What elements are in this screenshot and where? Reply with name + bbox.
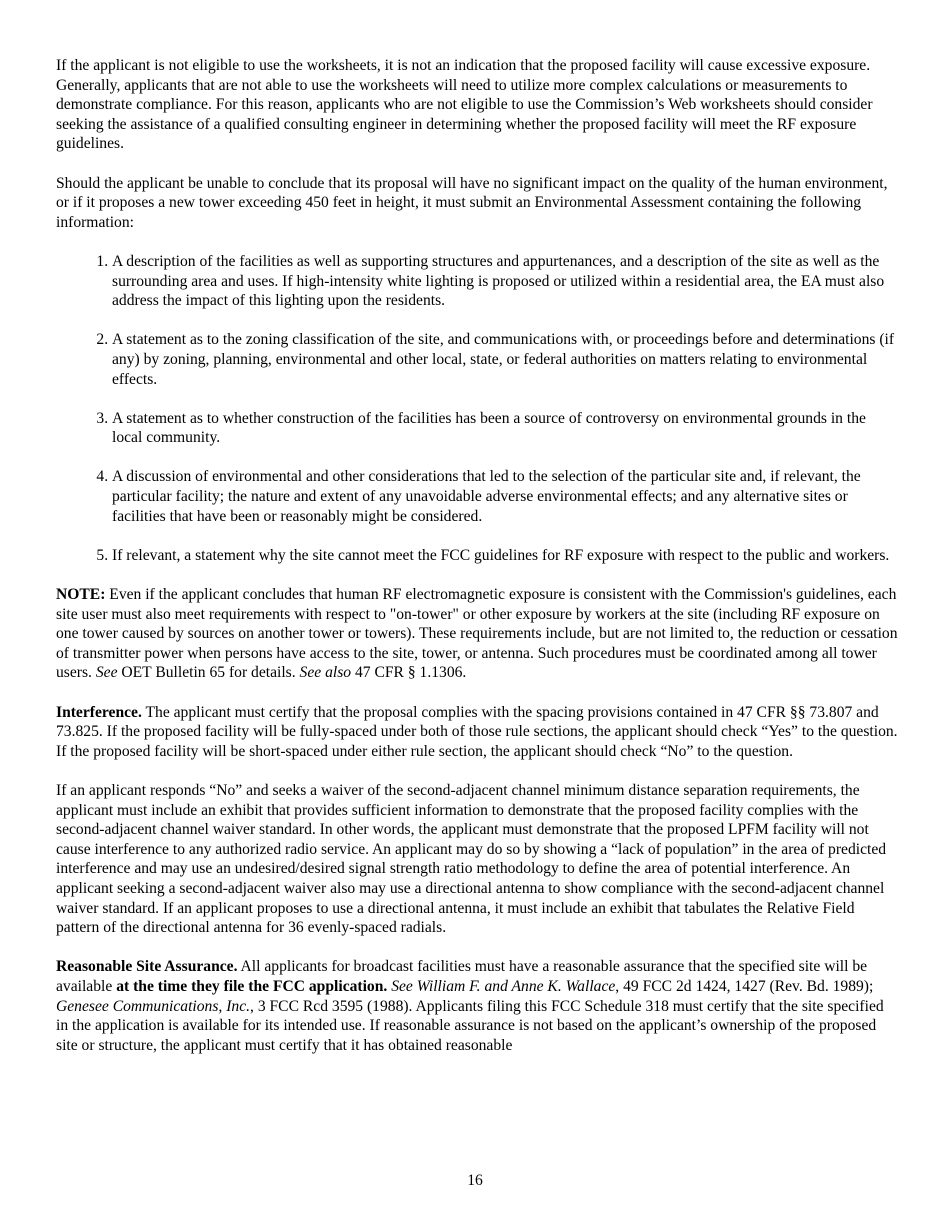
interference-paragraph [56, 703, 898, 762]
site-assurance-text-4: , 3 FCC Rcd 3595 (1988). Applicants filing this FCC Schedule 318 must certify that the site specified in the application is available for its intended use. If reasonable assurance is not based on the applicant’s ownership of the proposed site or structure, the applicant must certify that it has obtained reasonable [56, 997, 884, 1054]
list-item: 3. A statement as to whether construction of the facilities has been a source of controversy on environmental grounds in the local community. [112, 409, 898, 448]
site-assurance-paragraph [56, 957, 898, 1055]
list-item: 5. If relevant, a statement why the site cannot meet the FCC guidelines for RF exposure with respect to the public and workers. [112, 546, 898, 566]
citation-wallace: See William F. and Anne K. Wallace [391, 977, 616, 995]
site-assurance-heading: Reasonable Site Assurance. [56, 958, 238, 976]
interference-text: The applicant must certify that the proposal complies with the spacing provisions contained in 47 CFR §§ 73.807 and 73.825. If the proposed facility will be fully-spaced under both of those rule sections, the applicant should check “Yes” to the question. If the proposed facility will be short-spaced under either rule section, the applicant should check “No” to the question. [56, 703, 898, 760]
document-page [56, 56, 898, 1075]
interference-heading: Interference. [56, 703, 142, 721]
note-see: See [95, 664, 118, 682]
site-assurance-bold: at the time they file the FCC application. [116, 977, 388, 995]
note-text-2: OET Bulletin 65 for details. [117, 664, 300, 682]
list-item: 1. A description of the facilities as well as supporting structures and appurtenances, and a description of the site as well as the surrounding area and uses. If high-intensity white lighting is proposed or utilized within a residential area, the EA must also address the impact of this lighting upon the residents. [112, 252, 898, 311]
note-text: Even if the applicant concludes that human RF electromagnetic exposure is consistent with the Commission's guidelines, each site user must also meet requirements with respect to "on-tower" or other exposure by workers at the site (including RF exposure on one tower caused by sources on another tower or towers). These requirements include, but are not limited to, the reduction or cessation of transmitter power when persons have access to the site, tower, or antenna. Such procedures must be coordinated among all tower users. [56, 586, 898, 682]
site-assurance-text-1: All applicants for broadcast facilities must have a reasonable assurance that the specified site will be available [56, 958, 868, 995]
waiver-paragraph: If an applicant responds “No” and seeks a waiver of the second-adjacent channel minimum distance separation requirements, the applicant must include an exhibit that provides sufficient information to demonstrate that the proposed facility complies with the second-adjacent channel waiver standard. In other words, the applicant must demonstrate that the proposed LPFM facility will not cause interference to any authorized radio service. An applicant may do so by showing a “lack of population” in the area of predicted interference and may use an undesired/desired signal strength ratio methodology to define the area of potential interference. An applicant seeking a second-adjacent waiver also may use a directional antenna to show compliance with the second-adjacent channel waiver standard. If an applicant proposes to use a directional antenna, it must include an exhibit that tabulates the Relative Field pattern of the directional antenna for 36 evenly-spaced radials. [56, 781, 887, 937]
list-item: 2. A statement as to the zoning classification of the site, and communications with, or proceedings before and determinations (if any) by zoning, planning, environmental and other local, state, or federal authorities on matters relating to environmental effects. [112, 330, 898, 389]
ea-requirements-list [56, 252, 898, 566]
note-text-3: 47 CFR § 1.1306. [351, 664, 467, 682]
note-see-also: See also [299, 664, 352, 682]
note-paragraph [56, 585, 898, 683]
citation-genesee: Genesee Communications, Inc. [56, 997, 251, 1015]
site-assurance-text-3: , 49 FCC 2d 1424, 1427 (Rev. Bd. 1989); [615, 977, 874, 995]
paragraph-worksheets-eligibility: If the applicant is not eligible to use the worksheets, it is not an indication that the proposed facility will cause excessive exposure. Generally, applicants that are not able to use the worksheets will need to utilize more complex calculations or measurements to demonstrate compliance. For this reason, applicants who are not eligible to use the Commission’s Web worksheets should consider seeking the assistance of a qualified consulting engineer in determining whether the proposed facility will meet the RF exposure guidelines. [56, 57, 873, 153]
paragraph-environmental-assessment: Should the applicant be unable to conclude that its proposal will have no significant impact on the quality of the human environment, or if it proposes a new tower exceeding 450 feet in height, it must submit an Environmental Assessment containing the following information: [56, 174, 888, 231]
note-label: NOTE: [56, 586, 106, 604]
list-item: 4. A discussion of environmental and other considerations that led to the selection of the particular site and, if relevant, the particular facility; the nature and extent of any unavoidable adverse environmental effects; and any alternative sites or facilities that have been or reasonably might be considered. [112, 467, 898, 526]
page-number: 16 [467, 1172, 483, 1189]
